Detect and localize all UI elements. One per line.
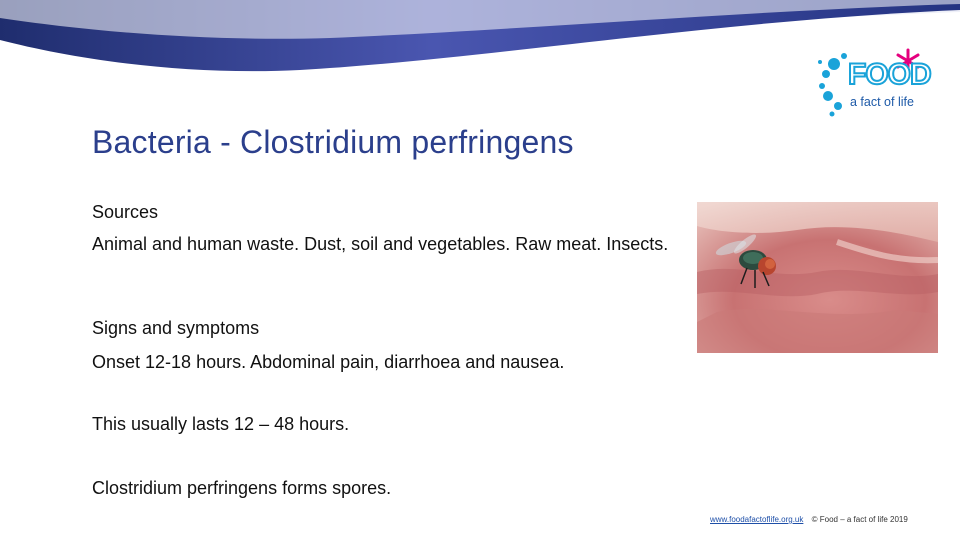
spores-text: Clostridium perfringens forms spores. (92, 478, 392, 498)
copyright-text: © Food – a fact of life 2019 (811, 515, 908, 524)
sources-text: Animal and human waste. Dust, soil and vegetables. Raw meat. Insects. (92, 234, 669, 254)
footer (710, 515, 908, 524)
page-title: Bacteria - Clostridium perfringens (92, 124, 574, 160)
fly-on-meat-image (697, 202, 938, 353)
signs-heading: Signs and symptoms (92, 318, 260, 338)
website-link[interactable]: www.foodafactoflife.org.uk (710, 515, 804, 524)
duration-text: This usually lasts 12 – 48 hours. (92, 414, 350, 434)
sources-heading: Sources (92, 202, 159, 222)
logo-tagline: a fact of life (850, 95, 914, 109)
logo-word: FOOD (848, 58, 931, 91)
signs-text: Onset 12-18 hours. Abdominal pain, diarrhoea and nausea. (92, 352, 565, 372)
